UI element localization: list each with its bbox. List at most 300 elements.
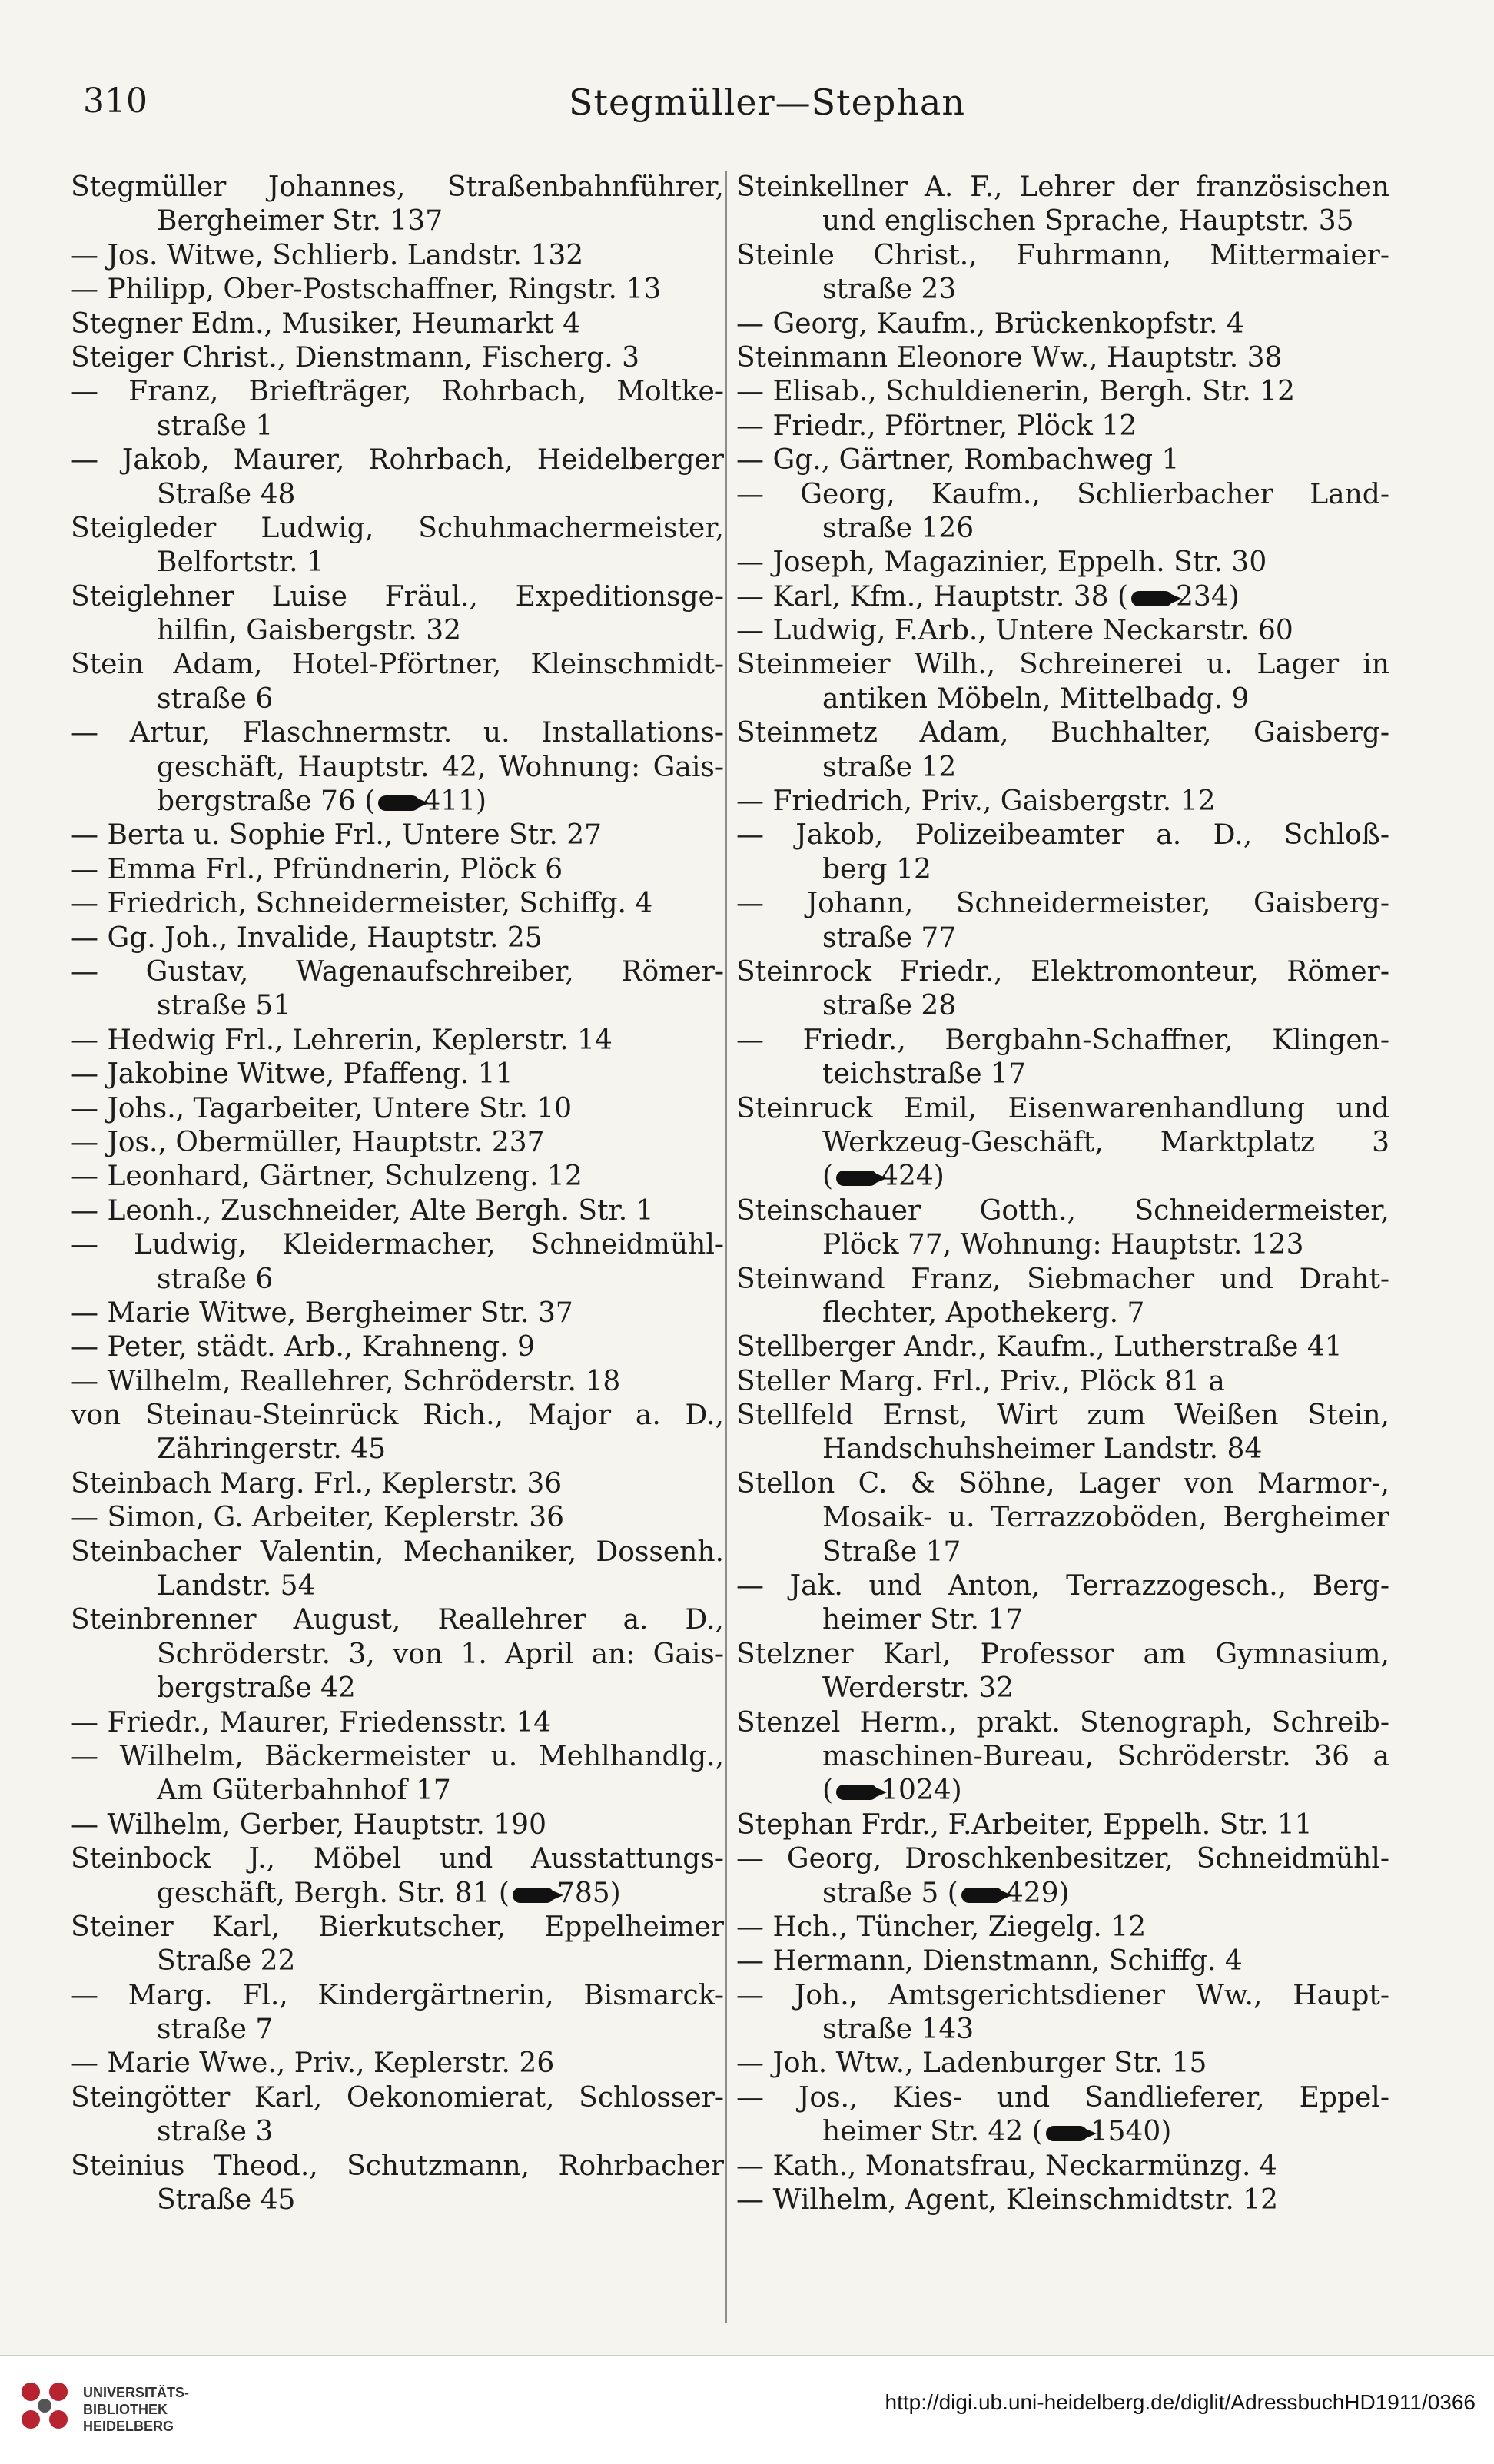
entry-line (71, 204, 724, 238)
entry-line (736, 1569, 1389, 1603)
directory-entry (71, 1297, 724, 1330)
entry-line (736, 1092, 1389, 1126)
directory-entry (736, 2081, 1389, 2150)
entry-line (736, 1740, 1389, 1774)
entry-text: bergstraße 76 ( (157, 785, 376, 818)
entry-text: — Georg, Kaufm., Schlierbacher Land- (736, 478, 1389, 510)
directory-entry (71, 1536, 724, 1604)
entry-text: antiken Möbeln, Mittelbadg. 9 (822, 682, 1250, 715)
entry-line (736, 989, 1389, 1023)
entry-line (71, 716, 724, 750)
entry-line (736, 819, 1389, 852)
entry-text: — Peter, städt. Arb., Krahneng. 9 (71, 1331, 535, 1363)
entry-text: — Friedr., Maurer, Friedensstr. 14 (71, 1706, 552, 1738)
entry-text: teichstraße 17 (822, 1058, 1026, 1091)
entry-text: Steinbrenner August, Reallehrer a. D., (71, 1604, 724, 1636)
entry-text: — Jos., Obermüller, Hauptstr. 237 (71, 1126, 545, 1158)
entry-text: — Friedr., Bergbahn-Schaffner, Klingen- (736, 1024, 1389, 1056)
entry-text: Steinius Theod., Schutzmann, Rohrbacher (71, 2150, 724, 2182)
entry-line (71, 785, 724, 819)
entry-text: — Leonhard, Gärtner, Schulzeng. 12 (71, 1161, 583, 1193)
entry-text: Landstr. 54 (157, 1570, 316, 1602)
directory-entry (71, 1706, 724, 1740)
entry-text: Stein Adam, Hotel-Pförtner, Kleinschmidt- (71, 649, 724, 681)
entry-text: Stellberger Andr., Kaufm., Lutherstraße 41 (736, 1331, 1343, 1363)
directory-entry (71, 1194, 724, 1228)
entry-text: — Jakob, Maurer, Rohrbach, Heidelberger (71, 444, 724, 477)
page-header (83, 74, 1451, 135)
directory-entry (71, 171, 724, 239)
directory-entry (736, 716, 1389, 785)
directory-entry (736, 887, 1389, 955)
column-divider (725, 171, 727, 2323)
entry-text: — Marie Witwe, Bergheimer Str. 37 (71, 1297, 573, 1329)
entry-line (736, 1365, 1389, 1399)
entry-text: Steinbach Marg. Frl., Keplerstr. 36 (71, 1467, 563, 1499)
entry-text: ( (822, 1161, 834, 1193)
entry-line (71, 1126, 724, 1160)
entry-text: Straße 22 (157, 1945, 296, 1978)
entry-text: — Wilhelm, Reallehrer, Schröderstr. 18 (71, 1365, 621, 1397)
directory-entry (71, 1399, 724, 1467)
entry-text: straße 12 (822, 751, 957, 783)
entry-line (71, 1467, 724, 1501)
entry-line (71, 1979, 724, 2013)
entry-line (736, 1297, 1389, 1330)
directory-entry (736, 2183, 1389, 2217)
entry-text: Steiger Christ., Dienstmann, Fischerg. 3 (71, 341, 640, 374)
entry-line (736, 887, 1389, 921)
running-title: Stegmüller—Stephan (569, 81, 965, 123)
entry-text: Belfortstr. 1 (157, 546, 324, 579)
entry-line (736, 1330, 1389, 1364)
entry-line (736, 2150, 1389, 2183)
telephone-icon (961, 1888, 1003, 1903)
directory-entry (71, 273, 724, 307)
entry-line (736, 2115, 1389, 2149)
directory-column-right (736, 171, 1389, 2217)
entry-text: straße 28 (822, 990, 957, 1022)
entry-text: maschinen-Bureau, Schröderstr. 36 a (822, 1740, 1389, 1772)
directory-entry (71, 1467, 724, 1501)
entry-text: — Simon, G. Arbeiter, Keplerstr. 36 (71, 1502, 565, 1534)
entry-text: — Wilhelm, Bäckermeister u. Mehlhandlg., (71, 1740, 724, 1772)
entry-line (736, 1467, 1389, 1501)
telephone-icon (378, 795, 420, 811)
directory-entry (736, 1706, 1389, 1808)
directory-entry (71, 1160, 724, 1194)
entry-text: Steinle Christ., Fuhrmann, Mittermaier- (736, 239, 1389, 271)
entry-text: — Joh. Wtw., Ladenburger Str. 15 (736, 2047, 1207, 2080)
entry-text: von Steinau-Steinrück Rich., Major a. D., (71, 1400, 724, 1432)
directory-entry (736, 239, 1389, 307)
entry-line (71, 1433, 724, 1466)
entry-line (71, 989, 724, 1023)
entry-text: Steiglehner Luise Fräul., Expeditionsge- (71, 580, 724, 613)
directory-entry (71, 1979, 724, 2047)
entry-line (736, 410, 1389, 443)
entry-text: und englischen Sprache, Hauptstr. 35 (822, 205, 1354, 237)
entry-text: Straße 45 (157, 2184, 296, 2217)
entry-line (736, 307, 1389, 341)
entry-line (736, 2047, 1389, 2080)
directory-column-left (71, 171, 724, 2217)
entry-text: Handschuhsheimer Landstr. 84 (822, 1433, 1263, 1466)
entry-text: — Berta u. Sophie Frl., Untere Str. 27 (71, 819, 603, 852)
entry-line (71, 171, 724, 204)
entry-text: — Johs., Tagarbeiter, Untere Str. 10 (71, 1092, 573, 1124)
entry-text: — Friedr., Pförtner, Plöck 12 (736, 410, 1137, 442)
entry-line (736, 1774, 1389, 1808)
source-url-link[interactable]: http://digi.ub.uni-heidelberg.de/diglit/AdressbuchHD1911/0366 (885, 2390, 1476, 2414)
directory-entry (736, 2150, 1389, 2183)
entry-line (71, 307, 724, 341)
entry-text: Steinmetz Adam, Buchhalter, Gaisberg- (736, 717, 1389, 749)
directory-entry (736, 614, 1389, 648)
directory-entry (736, 1365, 1389, 1399)
entry-line (736, 1228, 1389, 1262)
entry-text: Steinkellner A. F., Lehrer der französischen (736, 171, 1389, 203)
entry-text: — Jak. und Anton, Terrazzogesch., Berg- (736, 1570, 1389, 1602)
entry-text: Steller Marg. Frl., Priv., Plöck 81 a (736, 1365, 1225, 1397)
directory-entry (736, 1263, 1389, 1331)
entry-line (71, 1330, 724, 1364)
entry-line (71, 1911, 724, 1944)
directory-entry (71, 2047, 724, 2080)
entry-line (736, 922, 1389, 955)
entry-line (736, 1058, 1389, 1091)
entry-text: straße 77 (822, 922, 957, 954)
entry-text: — Emma Frl., Pfründnerin, Plöck 6 (71, 853, 563, 885)
entry-text: — Georg, Droschkenbesitzer, Schneidmühl- (736, 1843, 1389, 1875)
entry-text: flechter, Apothekerg. 7 (822, 1297, 1145, 1329)
entry-text: Steinbock J., Möbel und Ausstattungs- (71, 1843, 724, 1875)
entry-line (736, 1160, 1389, 1194)
directory-entry (736, 546, 1389, 579)
entry-text: straße 7 (157, 2014, 274, 2046)
entry-text: — Ludwig, Kleidermacher, Schneidmühl- (71, 1229, 724, 1261)
entry-text: — Franz, Briefträger, Rohrbach, Moltke- (71, 376, 724, 408)
entry-text: — Joseph, Magazinier, Eppelh. Str. 30 (736, 546, 1267, 579)
library-name-line: HEIDELBERG (83, 2419, 174, 2434)
entry-line (71, 410, 724, 443)
entry-line (71, 922, 724, 955)
entry-text: straße 51 (157, 990, 291, 1022)
directory-entry (736, 1330, 1389, 1364)
entry-text: geschäft, Bergh. Str. 81 ( (157, 1877, 510, 1909)
entry-text: — Wilhelm, Agent, Kleinschmidtstr. 12 (736, 2184, 1279, 2217)
entry-text: Bergheimer Str. 137 (157, 205, 443, 237)
entry-text: Plöck 77, Wohnung: Hauptstr. 123 (822, 1229, 1304, 1261)
entry-text: — Friedrich, Priv., Gaisbergstr. 12 (736, 785, 1216, 818)
entry-text: — Friedrich, Schneidermeister, Schiffg. 4 (71, 888, 653, 920)
directory-entry (71, 239, 724, 273)
directory-entry (71, 1092, 724, 1126)
entry-text: Straße 17 (822, 1536, 961, 1568)
entry-line (71, 1501, 724, 1535)
entry-line (71, 1706, 724, 1740)
directory-entry (71, 1365, 724, 1399)
entry-text: — Georg, Kaufm., Brückenkopfstr. 4 (736, 307, 1244, 340)
entry-line (71, 1774, 724, 1808)
entry-line (71, 1263, 724, 1297)
entry-text: Zähringerstr. 45 (157, 1433, 387, 1466)
entry-text: — Gg. Joh., Invalide, Hauptstr. 25 (71, 922, 543, 954)
entry-line (736, 2013, 1389, 2047)
entry-line (736, 1501, 1389, 1535)
entry-line (71, 614, 724, 648)
entry-line (736, 1126, 1389, 1160)
entry-text: straße 1 (157, 410, 274, 442)
directory-entry (71, 922, 724, 955)
entry-text: — Hedwig Frl., Lehrerin, Keplerstr. 14 (71, 1024, 613, 1056)
entry-text: Steinbacher Valentin, Mechaniker, Dossenh. (71, 1536, 724, 1568)
library-name-line: UNIVERSITÄTS- (83, 2385, 190, 2400)
entry-line (736, 1399, 1389, 1433)
entry-line (71, 1024, 724, 1058)
entry-text: — Joh., Amtsgerichtsdiener Ww., Haupt- (736, 1979, 1389, 2011)
entry-line (736, 341, 1389, 375)
entry-line (71, 478, 724, 512)
entry-line (736, 1603, 1389, 1637)
entry-line (736, 648, 1389, 682)
entry-text: Stegmüller Johannes, Straßenbahnführer, (71, 171, 724, 203)
entry-text: Schröderstr. 3, von 1. April an: Gais- (157, 1638, 724, 1670)
entry-line (71, 2081, 724, 2115)
entry-text: — Jakobine Witwe, Pfaffeng. 11 (71, 1058, 513, 1091)
entry-text: — Johann, Schneidermeister, Gaisberg- (736, 888, 1389, 920)
directory-entry (736, 2047, 1389, 2080)
directory-entry (71, 1330, 724, 1364)
library-name (83, 2384, 189, 2435)
entry-line (71, 887, 724, 921)
entry-text: — Gg., Gärtner, Rombachweg 1 (736, 444, 1180, 477)
directory-entry (71, 1808, 724, 1842)
phone-number: 1540) (1090, 2116, 1172, 2148)
entry-line (736, 1536, 1389, 1569)
entry-text: Stellon C. & Söhne, Lager von Marmor-, (736, 1467, 1389, 1499)
entry-line (736, 1263, 1389, 1297)
entry-text: — Karl, Kfm., Hauptstr. 38 ( (736, 580, 1129, 613)
directory-entry (736, 580, 1389, 614)
directory-entry (71, 307, 724, 341)
entry-line (71, 1740, 724, 1774)
entry-text: Steinmann Eleonore Ww., Hauptstr. 38 (736, 341, 1283, 374)
directory-entry (736, 819, 1389, 887)
entry-text: heimer Str. 42 ( (822, 2116, 1043, 2148)
entry-line (736, 751, 1389, 785)
directory-entry (71, 2150, 724, 2218)
entry-line (736, 1877, 1389, 1911)
directory-entry (71, 716, 724, 819)
directory-entry (71, 512, 724, 580)
entry-line (71, 2150, 724, 2183)
directory-entry (736, 1092, 1389, 1194)
entry-line (71, 1058, 724, 1091)
directory-entry (71, 1842, 724, 1911)
entry-text: ( (822, 1775, 834, 1807)
entry-text: heimer Str. 17 (822, 1604, 1024, 1636)
phone-number: 429) (1005, 1877, 1070, 1909)
directory-entry (736, 785, 1389, 819)
entry-text: straße 143 (822, 2014, 974, 2046)
entry-line (71, 751, 724, 785)
entry-line (71, 682, 724, 716)
entry-text: Steinruck Emil, Eisenwarenhandlung und (736, 1092, 1389, 1124)
directory-entry (71, 819, 724, 852)
phone-number: 1024) (881, 1775, 962, 1807)
entry-text: bergstraße 42 (157, 1672, 356, 1705)
directory-entry (736, 1911, 1389, 1944)
entry-line (736, 171, 1389, 204)
directory-entry (736, 375, 1389, 409)
entry-line (71, 1399, 724, 1433)
entry-text: Steigleder Ludwig, Schuhmachermeister, (71, 512, 724, 544)
directory-entry (736, 1808, 1389, 1842)
entry-line (736, 2081, 1389, 2115)
entry-text: Steinwand Franz, Siebmacher und Draht- (736, 1263, 1389, 1295)
footer-bar (0, 2355, 1494, 2464)
entry-line (736, 853, 1389, 887)
directory-entry (71, 1058, 724, 1091)
telephone-icon (836, 1785, 878, 1800)
entry-line (736, 375, 1389, 409)
phone-number: 411) (423, 785, 487, 818)
entry-line (71, 239, 724, 273)
directory-entry (736, 1467, 1389, 1569)
directory-entry (736, 478, 1389, 546)
directory-entry (71, 1740, 724, 1808)
directory-entry (71, 341, 724, 375)
entry-text: — Kath., Monatsfrau, Neckarmünzg. 4 (736, 2150, 1277, 2182)
entry-line (736, 239, 1389, 273)
university-logo-icon (17, 2378, 72, 2433)
entry-text: — Marg. Fl., Kindergärtnerin, Bismarck- (71, 1979, 724, 2011)
entry-text: hilfin, Gaisbergstr. 32 (157, 615, 461, 647)
entry-line (71, 546, 724, 579)
entry-line (736, 716, 1389, 750)
phone-number: 424) (881, 1161, 945, 1193)
entry-line (71, 1877, 724, 1911)
entry-line (736, 1194, 1389, 1228)
entry-line (736, 204, 1389, 238)
entry-text: — Jos., Kies- und Sandlieferer, Eppel- (736, 2081, 1389, 2114)
phone-number: 234) (1176, 580, 1240, 613)
entry-text: — Leonh., Zuschneider, Alte Bergh. Str. 1 (71, 1194, 654, 1227)
entry-line (71, 648, 724, 682)
entry-line (736, 1433, 1389, 1466)
directory-entry (71, 1501, 724, 1535)
entry-text: — Jos. Witwe, Schlierb. Landstr. 132 (71, 239, 584, 271)
entry-line (736, 1808, 1389, 1842)
entry-line (71, 1160, 724, 1194)
directory-entry (736, 171, 1389, 239)
entry-line (71, 1365, 724, 1399)
entry-line (71, 2183, 724, 2217)
entry-line (71, 443, 724, 477)
entry-line (736, 682, 1389, 716)
telephone-icon (513, 1888, 554, 1903)
entry-line (71, 853, 724, 887)
entry-text: straße 6 (157, 682, 274, 715)
entry-text: straße 23 (822, 274, 957, 306)
entry-text: — Elisab., Schuldienerin, Bergh. Str. 12 (736, 376, 1296, 408)
directory-entry (736, 1569, 1389, 1638)
entry-text: — Marie Wwe., Priv., Keplerstr. 26 (71, 2047, 555, 2080)
directory-entry (71, 580, 724, 649)
entry-line (736, 1706, 1389, 1740)
entry-text: Straße 48 (157, 478, 296, 510)
entry-text: Steiner Karl, Bierkutscher, Eppelheimer (71, 1911, 724, 1943)
entry-line (736, 512, 1389, 546)
directory-entry (71, 955, 724, 1024)
entry-text: — Artur, Flaschnermstr. u. Installations- (71, 717, 724, 749)
entry-line (71, 1808, 724, 1842)
entry-line (71, 273, 724, 307)
entry-line (71, 1194, 724, 1228)
entry-line (71, 1944, 724, 1978)
entry-line (71, 955, 724, 989)
entry-text: Steinrock Friedr., Elektromonteur, Römer- (736, 955, 1389, 988)
entry-line (71, 1092, 724, 1126)
directory-entry (736, 1024, 1389, 1092)
directory-entry (71, 887, 724, 921)
entry-text: straße 3 (157, 2116, 274, 2148)
entry-text: Stephan Frdr., F.Arbeiter, Eppelh. Str. 11 (736, 1808, 1313, 1841)
entry-line (71, 2013, 724, 2047)
entry-text: Stellfeld Ernst, Wirt zum Weißen Stein, (736, 1400, 1389, 1432)
entry-text: Stenzel Herm., prakt. Stenograph, Schreib- (736, 1706, 1389, 1738)
directory-entry (736, 1842, 1389, 1911)
library-name-line: BIBLIOTHEK (83, 2402, 168, 2417)
entry-line (736, 1979, 1389, 2013)
entry-line (736, 1842, 1389, 1876)
directory-entry (71, 1228, 724, 1297)
directory-entry (736, 1194, 1389, 1263)
directory-entry (736, 1944, 1389, 1978)
entry-text: — Ludwig, F.Arb., Untere Neckarstr. 60 (736, 615, 1293, 647)
entry-text: straße 5 ( (822, 1877, 958, 1909)
entry-line (736, 580, 1389, 614)
entry-text: Werkzeug-Geschäft, Marktplatz 3 (822, 1126, 1389, 1158)
entry-text: — Gustav, Wagenaufschreiber, Römer- (71, 955, 724, 988)
entry-text: — Jakob, Polizeibeamter a. D., Schloß- (736, 819, 1389, 852)
entry-line (71, 1297, 724, 1330)
page-number: 310 (83, 81, 148, 121)
entry-line (736, 1672, 1389, 1705)
directory-entry (736, 955, 1389, 1024)
entry-line (736, 2183, 1389, 2217)
entry-line (71, 2115, 724, 2149)
directory-entry (71, 443, 724, 512)
entry-line (71, 580, 724, 614)
telephone-icon (836, 1171, 878, 1186)
directory-entry (71, 1603, 724, 1705)
entry-text: — Wilhelm, Gerber, Hauptstr. 190 (71, 1808, 546, 1841)
entry-line (736, 785, 1389, 819)
entry-line (736, 443, 1389, 477)
directory-entry (736, 1979, 1389, 2047)
entry-text: — Philipp, Ober-Postschaffner, Ringstr. 13 (71, 274, 662, 306)
entry-line (71, 1638, 724, 1672)
directory-entry (71, 1911, 724, 1979)
entry-text: geschäft, Hauptstr. 42, Wohnung: Gais- (157, 751, 724, 783)
entry-line (736, 1638, 1389, 1672)
entry-line (736, 478, 1389, 512)
entry-text: straße 126 (822, 512, 974, 544)
entry-text: Stegner Edm., Musiker, Heumarkt 4 (71, 307, 581, 340)
entry-line (71, 512, 724, 546)
